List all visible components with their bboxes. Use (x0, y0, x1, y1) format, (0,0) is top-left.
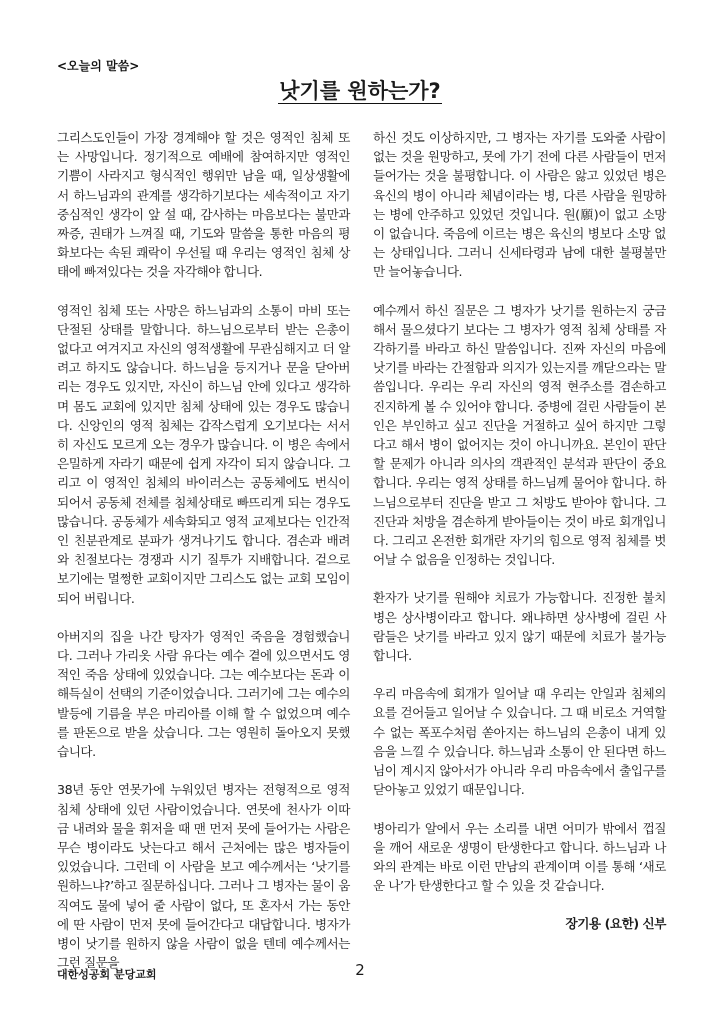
page-title (0, 75, 720, 105)
paragraph: 예수께서 하신 질문은 그 병자가 낫기를 원하는지 궁금해서 물으셨다기 보다는 그 병자가 영적 침체 상태를 자각하기를 바라고 하신 말씀입니다. 진짜 자신의 마음에 낫기를 바라는 간절함과 의지가 있는지를 깨닫으라는 말씀입니다. 우리는 우리 자신의 영적 현주소를 겸손하고 진지하게 볼 수 있어야 합니다. 중병에 걸린 사람들이 본인은 부인하고 싶고 진단을 거절하고 싶어 하지만 그렇다고 해서 병이 없어지는 것이 아니니까요. 본인이 판단할 문제가 아니라 의사의 객관적인 분석과 판단이 중요합니다. 우리는 영적 상태를 하느님께 물어야 합니다. 하느님으로부터 진단을 받고 그 처방도 받아야 합니다. 그 진단과 처방을 겸손하게 받아들이는 것이 바로 회개입니다. 그리고 온전한 회개란 자기의 힘으로 영적 침체를 벗어날 수 없음을 인정하는 것입니다. (373, 302, 666, 568)
paragraph: 우리 마음속에 회개가 일어날 때 우리는 안일과 침체의 요를 걷어들고 일어날 수 있습니다. 그 때 비로소 거역할 수 없는 폭포수처럼 쏟아지는 하느님의 은총이 내게 있음을 느낄 수 있습니다. 하느님과 소통이 안 된다면 하느님이 계시지 않아서가 아니라 우리 마음속에서 출입구를 닫아놓고 있었기 때문입니다. (373, 686, 666, 798)
paragraph: 아버지의 집을 나간 탕자가 영적인 죽음을 경험했습니다. 그러나 가리옷 사람 유다는 예수 곁에 있으면서도 영적인 죽음 상태에 있었습니다. 그는 예수보다는 돈과 이해득실이 선택의 기준이었습니다. 그러기에 그는 예수의 발등에 기름을 부은 마리아를 이해 할 수 없었으며 예수를 판돈으로 받을 샀습니다. 그는 영원히 돌아오지 못했습니다. (57, 628, 350, 760)
paragraph: 병아리가 알에서 우는 소리를 내면 어미가 밖에서 껍질을 깨어 새로운 생명이 탄생한다고 합니다. 하느님과 나와의 관계는 바로 이런 만남의 관계이며 이를 통해 ‘새로운 나’가 탄생한다고 할 수 있을 것 같습니다. (373, 820, 666, 894)
title-text: 낫기를 원하는가? (279, 79, 441, 103)
paragraph: 하신 것도 이상하지만, 그 병자는 자기를 도와줄 사람이 없는 것을 원망하고, 못에 가기 전에 다른 사람들이 먼저 들어가는 것을 불평합니다. 이 사람은 앓고 있었던 병은 육신의 병이 아니라 체념이라는 병, 다른 사람을 원망하는 병에 안주하고 있었던 것입니다. 원(願)이 없고 소망이 없습니다. 죽음에 이르는 병은 육신의 병보다 소망 없는 상태입니다. 그러니 신세타령과 남에 대한 불평불만만 늘어놓습니다. (373, 130, 666, 280)
paragraph: 환자가 낫기를 원해야 치료가 가능합니다. 진정한 불치병은 상사병이라고 합니다. 왜냐하면 상사병에 걸린 사람들은 낫기를 바라고 있지 않기 때문에 치료가 불가능합니다. (373, 590, 666, 664)
page-number: 2 (355, 961, 365, 979)
author-signature: 장기용 (요한) 신부 (565, 916, 666, 932)
church-name: 대한성공회 분당교회 (57, 968, 157, 981)
section-label: <오늘의 말씀> (57, 59, 140, 73)
paragraph: 그리스도인들이 가장 경계해야 할 것은 영적인 침체 또는 사망입니다. 정기적으로 예배에 참여하지만 영적인 기쁨이 사라지고 형식적인 행위만 남을 때, 일상생활에서 하느님과의 관계를 생각하기보다는 세속적이고 자기중심적인 생각이 앞 설 때, 감사하는 마음보다는 불만과 짜증, 권태가 느껴질 때, 기도와 말씀을 통한 마음의 평화보다는 속된 쾌락이 우선될 때 우리는 영적인 침체 상태에 빠져있다는 것을 자각해야 합니다. (57, 130, 350, 280)
paragraph: 영적인 침체 또는 사망은 하느님과의 소통이 마비 또는 단절된 상태를 말합니다. 하느님으로부터 받는 은총이 없다고 여겨지고 자신의 영적생활에 무관심해지고 더 알려고 하지도 않습니다. 하느님을 등지거나 문을 닫아버리는 경우도 있지만, 자신이 하느님 안에 있다고 생각하며 몸도 교회에 있지만 침체 상태에 있는 경우도 많습니다. 신앙인의 영적 침체는 갑작스럽게 오기보다는 서서히 자신도 모르게 오는 경우가 많습니다. 이 병은 속에서 은밀하게 자라기 때문에 쉽게 자각이 되지 않습니다. 그리고 이 영적인 침체의 바이러스는 공동체에도 번식이 되어서 공동체 전체를 침체상태로 빠뜨리게 되는 경우도 많습니다. 공동체가 세속화되고 영적 교제보다는 인간적인 친분관계로 분파가 생겨나기도 합니다. 겸손과 배려와 친절보다는 경쟁과 시기 질투가 지배합니다. 겉으로 보기에는 멀쩡한 교회이지만 그리스도 없는 교회 모임이 되어 버립니다. (57, 302, 350, 606)
left-column (57, 128, 350, 991)
right-column (373, 128, 666, 953)
paragraph: 38년 동안 연못가에 누워있던 병자는 전형적으로 영적 침체 상태에 있던 사람이었습니다. 연못에 천사가 이따금 내려와 물을 휘저을 때 맨 먼저 못에 들어가는 사람은 무슨 병이라도 낫는다고 해서 근처에는 많은 병자들이 있었습니다. 그런데 이 사람을 보고 예수께서는 ‘낫기를 원하느냐?’하고 질문하십니다. 그러나 그 병자는 물이 움직여도 물에 넣어 줄 사람이 없다, 또 혼자서 가는 동안에 딴 사람이 먼저 못에 들어간다고 대답합니다. 병자가 병이 낫기를 원하지 않을 사람이 없을 텐데 예수께서는 그런 질문을 (57, 782, 350, 971)
